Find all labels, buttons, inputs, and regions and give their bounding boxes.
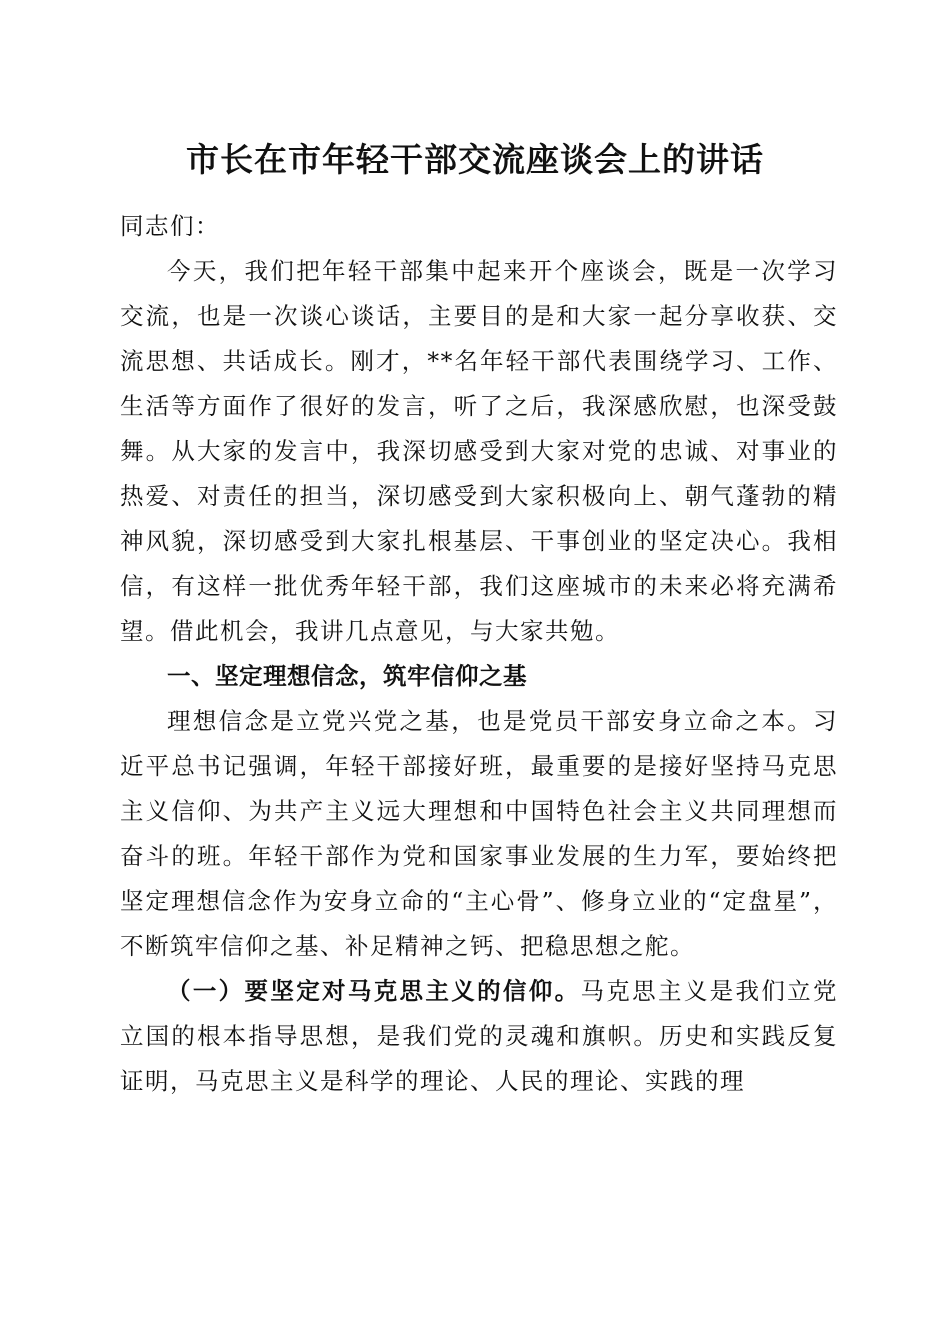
salutation: 同志们： — [120, 212, 220, 240]
subsection-heading-1: （一）要坚定对马克思主义的信仰。 — [167, 977, 581, 1005]
document-title: 市长在市年轻干部交流座谈会上的讲话 — [186, 140, 764, 179]
section-heading-1: 一、坚定理想信念，筑牢信仰之基 — [167, 662, 527, 690]
paragraph-marxism-text: 马克思主义是我们立党立国的根本指导思想，是我们党的灵魂和旗帜。历史和实践反复证明，马克思主义是科学的理论、人民的理论、实践的理 — [120, 977, 839, 1095]
document-body — [120, 200, 838, 1104]
paragraph-marxism — [120, 969, 838, 1104]
paragraph-ideals: 理想信念是立党兴党之基，也是党员干部安身立命之本。习近平总书记强调，年轻干部接好班，最重要的是接好坚持马克思主义信仰、为共产主义远大理想和中国特色社会主义共同理想而奋斗的班。年轻干部作为党和国家事业发展的生力军，要始终把坚定理想信念作为安身立命的“主心骨”、修身立业的“定盘星”，不断筑牢信仰之基、补足精神之钙、把稳思想之舵。 — [120, 707, 838, 960]
paragraph-opening: 今天，我们把年轻干部集中起来开个座谈会，既是一次学习交流，也是一次谈心谈话，主要目的是和大家一起分享收获、交流思想、共话成长。刚才，**名年轻干部代表围绕学习、工作、生活等方面作了很好的发言，听了之后，我深感欣慰，也深受鼓舞。从大家的发言中，我深切感受到大家对党的忠诚、对事业的热爱、对责任的担当，深切感受到大家积极向上、朝气蓬勃的精神风貌，深切感受到大家扎根基层、干事创业的坚定决心。我相信，有这样一批优秀年轻干部，我们这座城市的未来必将充满希望。借此机会，我讲几点意见，与大家共勉。 — [120, 257, 838, 645]
